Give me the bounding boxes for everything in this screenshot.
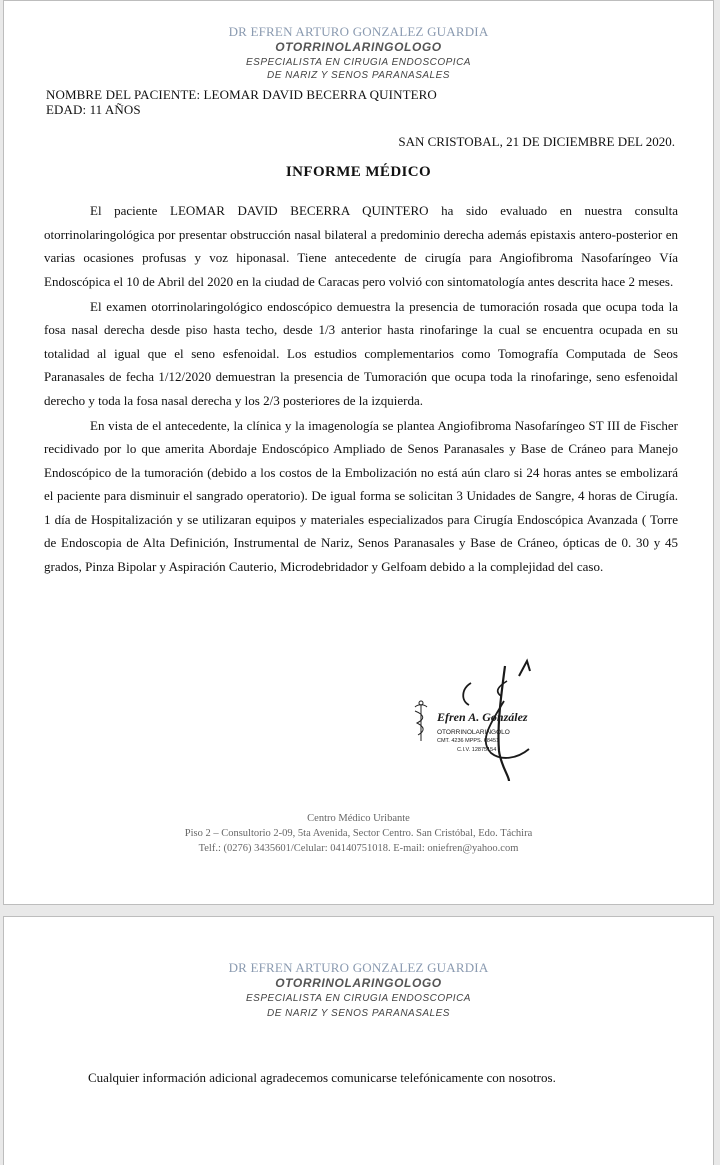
specialty-line-2: DE NARIZ Y SENOS PARANASALES — [267, 70, 450, 81]
signature-name: Efren A. González — [437, 710, 528, 724]
doctor-specialty: OTORRINOLARINGOLOGO — [275, 976, 442, 990]
caduceus-icon — [415, 701, 427, 741]
report-date: SAN CRISTOBAL, 21 DE DICIEMBRE DEL 2020. — [398, 134, 675, 149]
specialty-line-1: ESPECIALISTA EN CIRUGIA ENDOSCOPICA — [246, 993, 471, 1004]
footer-contact: Telf.: (0276) 3435601/Celular: 04140751018. E-mail: oniefren@yahoo.com — [198, 843, 519, 854]
report-body — [44, 199, 678, 580]
doctor-specialty: OTORRINOLARINGOLOGO — [275, 40, 442, 54]
signature-stamp — [409, 641, 559, 786]
stamp-registration: CMT. 4236 MPPS. 68451 — [437, 738, 500, 744]
letterhead — [4, 960, 713, 1021]
doctor-name: DR EFREN ARTURO GONZALEZ GUARDIA — [228, 960, 489, 975]
stamp-title: OTORRINOLARINGOLO — [437, 729, 510, 736]
report-title: INFORME MÉDICO — [285, 164, 432, 180]
patient-name: NOMBRE DEL PACIENTE: LEOMAR DAVID BECERRA QUINTERO — [46, 87, 437, 102]
letterhead — [4, 24, 713, 82]
document-page-1 — [3, 0, 714, 905]
specialty-line-1: ESPECIALISTA EN CIRUGIA ENDOSCOPICA — [246, 57, 471, 68]
stamp-ci: C.I.V. 12875154 — [457, 747, 497, 753]
signature-stroke — [463, 683, 471, 705]
footer-address: Piso 2 – Consultorio 2-09, 5ta Avenida, Sector Centro. San Cristóbal, Edo. Táchira — [184, 828, 533, 839]
document-page-2 — [3, 916, 714, 1165]
signature-stroke — [519, 661, 530, 676]
footer-center-name: Centro Médico Uribante — [307, 813, 410, 824]
doctor-name: DR EFREN ARTURO GONZALEZ GUARDIA — [228, 24, 489, 39]
paragraph-1: El paciente LEOMAR DAVID BECERRA QUINTERO ha sido evaluado en nuestra consulta otorrinolaringológica por presentar obstrucción nasal bilateral a predominio derecha además epistaxis antero-posterior en varias ocasiones profusas y voz hiponasal. Tiene antecedente de cirugía para Angiofibroma Nasofaríngeo Vía Endoscópica el 10 de Abril del 2020 en la ciudad de Caracas pero volvió con sintomatología antes descrita hace 2 meses. — [44, 203, 678, 289]
paragraph-2: El examen otorrinolaringológico endoscópico demuestra la presencia de tumoración rosada que ocupa toda la fosa nasal derecha desde piso hasta techo, desde 1/3 anterior hasta rinofaringe la cual se encuentra ocupada en su totalidad al igual que el seno esfenoidal. Los estudios complementarios como Tomografía Computada de Seos Paranasales de fecha 1/12/2020 demuestran la presencia de Tumoración que ocupa toda la rinofaringe, seno esfenoidal derecho y toda la fosa nasal derecha y los 2/3 posteriores de la izquierda. — [44, 298, 678, 408]
paragraph-3: En vista de el antecedente, la clínica y la imagenología se plantea Angiofibroma Nasofaríngeo ST III de Fischer recidivado por lo que amerita Abordaje Endoscópico Ampliado de Senos Paranasales y Base de Cráneo para Manejo Endoscópico de la tumoración (debido a los costos de la Embolización no está aún claro si 24 horas antes se embolizará el paciente para disminuir el sangrado operatorio). De igual forma se solicitan 3 Unidades de Sangre, 4 horas de Cirugía. 1 día de Hospitalización y se utilizaran equipos y materiales especializados para Cirugía Endoscópica Avanzada ( Torre de Endoscopia de Alta Definición, Instrumental de Nariz, Senos Paranasales y Base de Cráneo, ópticas de 0. 30 y 45 grados, Pinza Bipolar y Aspiración Cauterio, Microdebridador y Gelfoam debido a la complejidad del caso. — [44, 417, 678, 574]
patient-age: EDAD: 11 AÑOS — [46, 102, 141, 117]
specialty-line-2: DE NARIZ Y SENOS PARANASALES — [267, 1008, 450, 1019]
page-footer — [4, 811, 713, 856]
closing-note: Cualquier información adicional agradecemos comunicarse telefónicamente con nosotros. — [88, 1070, 556, 1085]
